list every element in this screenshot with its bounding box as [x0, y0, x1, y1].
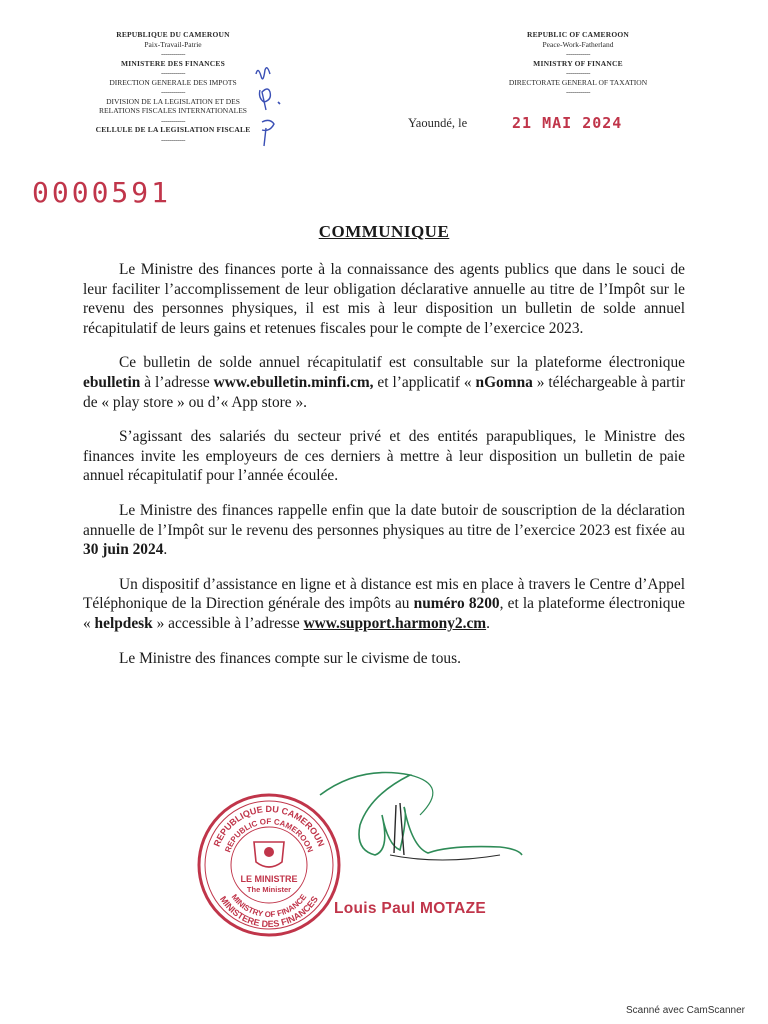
motto-en: Peace-Work-Fatherland — [542, 39, 614, 49]
ministry-fr: MINISTERE DES FINANCES — [120, 58, 225, 68]
page-title: COMMUNIQUE — [318, 222, 450, 241]
helpdesk-name: helpdesk — [94, 614, 153, 632]
separator: ------------ — [161, 87, 185, 96]
ministry-en: MINISTRY OF FINANCE — [533, 58, 623, 68]
separator: ------------ — [566, 68, 590, 77]
country-en: REPUBLIC OF CAMEROON — [526, 30, 630, 39]
svg-text:MINISTERE DES FINANCES: MINISTERE DES FINANCES — [218, 894, 320, 930]
directorate-fr: DIRECTION GENERALE DES IMPOTS — [109, 77, 237, 87]
coat-of-arms-icon — [254, 842, 284, 867]
paragraph-6: Le Ministre des finances compte sur le civisme de tous. — [119, 649, 461, 667]
paragraph-2: Ce bulletin de solde annuel récapitulatif est consultable sur la plateforme électronique ebulletin à l’adresse www.ebulletin.minfi.cm, et l’applicatif « nGomna » téléchargeable à partir de « play store » ou d’« App store ». — [83, 354, 685, 411]
svg-text:LE MINISTRE: LE MINISTRE — [240, 874, 298, 884]
signatory-name: Louis Paul MOTAZE — [334, 900, 487, 917]
division-line1: DIVISION DE LA LEGISLATION ET DES — [106, 96, 240, 106]
handwritten-initials — [248, 62, 298, 152]
separator: ------------ — [161, 49, 185, 58]
cell-fr: CELLULE DE LA LEGISLATION FISCALE — [95, 125, 251, 134]
official-seal — [194, 790, 344, 940]
paragraph-3: S’agissant des salariés du secteur privé et des entités parapubliques, le Ministre des finances invite les employeurs de ces derniers à mettre à leur disposition un bulletin de paie annuel récapitulatif pour l’année écoulée. — [83, 428, 685, 485]
date-stamp: 21 MAI 2024 — [512, 114, 623, 132]
call-center-number: numéro 8200 — [413, 595, 500, 613]
separator: ------------ — [161, 115, 185, 125]
header-left — [78, 30, 268, 144]
paragraph-1: Le Ministre des finances porte à la connaissance des agents publics que dans le souci de leur faciliter l’accomplissement de leur obligation déclarative annuelle au titre de l’Impôt sur le revenu des personnes physiques, il est mis à leur disposition un bulletin de solde annuel récapitulatif de leurs gains et retenues fiscales pour le compte de l’exercice 2023. — [83, 261, 685, 337]
app-name: nGomna — [475, 373, 533, 391]
deadline-date: 30 juin 2024 — [83, 541, 164, 559]
motto-fr: Paix-Travail-Patrie — [144, 39, 202, 49]
support-url: www.support.harmony2.cm — [303, 614, 487, 632]
svg-text:The Minister: The Minister — [246, 885, 292, 894]
separator: ------------ — [161, 68, 185, 77]
division-line2: RELATIONS FISCALES INTERNATIONALES — [99, 106, 247, 115]
paragraph-5: Un dispositif d’assistance en ligne et à distance est mis en place à travers le Centre d’Appel Téléphonique de la Direction générale des impôts au numéro 8200, et la plateforme électronique « helpdesk » accessible à l’adresse www.support.harmony2.cm. — [83, 575, 685, 632]
reference-number: 0000591 — [32, 176, 172, 209]
platform-name: ebulletin — [83, 373, 141, 391]
paragraph-4: Le Ministre des finances rappelle enfin que la date butoir de souscription de la déclaration annuelle de l’Impôt sur le revenu des personnes physiques au titre de l’exercice 2023 est fixée au 30 juin 2024. — [83, 501, 685, 559]
svg-text:REPUBLIC OF CAMEROON: REPUBLIC OF CAMEROON — [223, 816, 315, 854]
separator: ------------ — [161, 134, 185, 144]
directorate-en: DIRECTORATE GENERAL OF TAXATION — [508, 77, 648, 87]
scanner-watermark: Scanné avec CamScanner — [626, 1005, 745, 1016]
separator: ------------ — [566, 87, 590, 96]
date-line: Yaoundé, le — [408, 116, 468, 130]
communique-body — [83, 260, 685, 683]
country-fr: REPUBLIQUE DU CAMEROUN — [116, 30, 230, 39]
platform-url: www.ebulletin.minfi.cm, — [213, 373, 374, 391]
header-right — [478, 30, 678, 97]
separator: ------------ — [566, 49, 590, 58]
svg-text:REPUBLIQUE DU CAMEROUN: REPUBLIQUE DU CAMEROUN — [211, 803, 327, 849]
svg-text:MINISTRY OF FINANCE: MINISTRY OF FINANCE — [229, 892, 309, 920]
